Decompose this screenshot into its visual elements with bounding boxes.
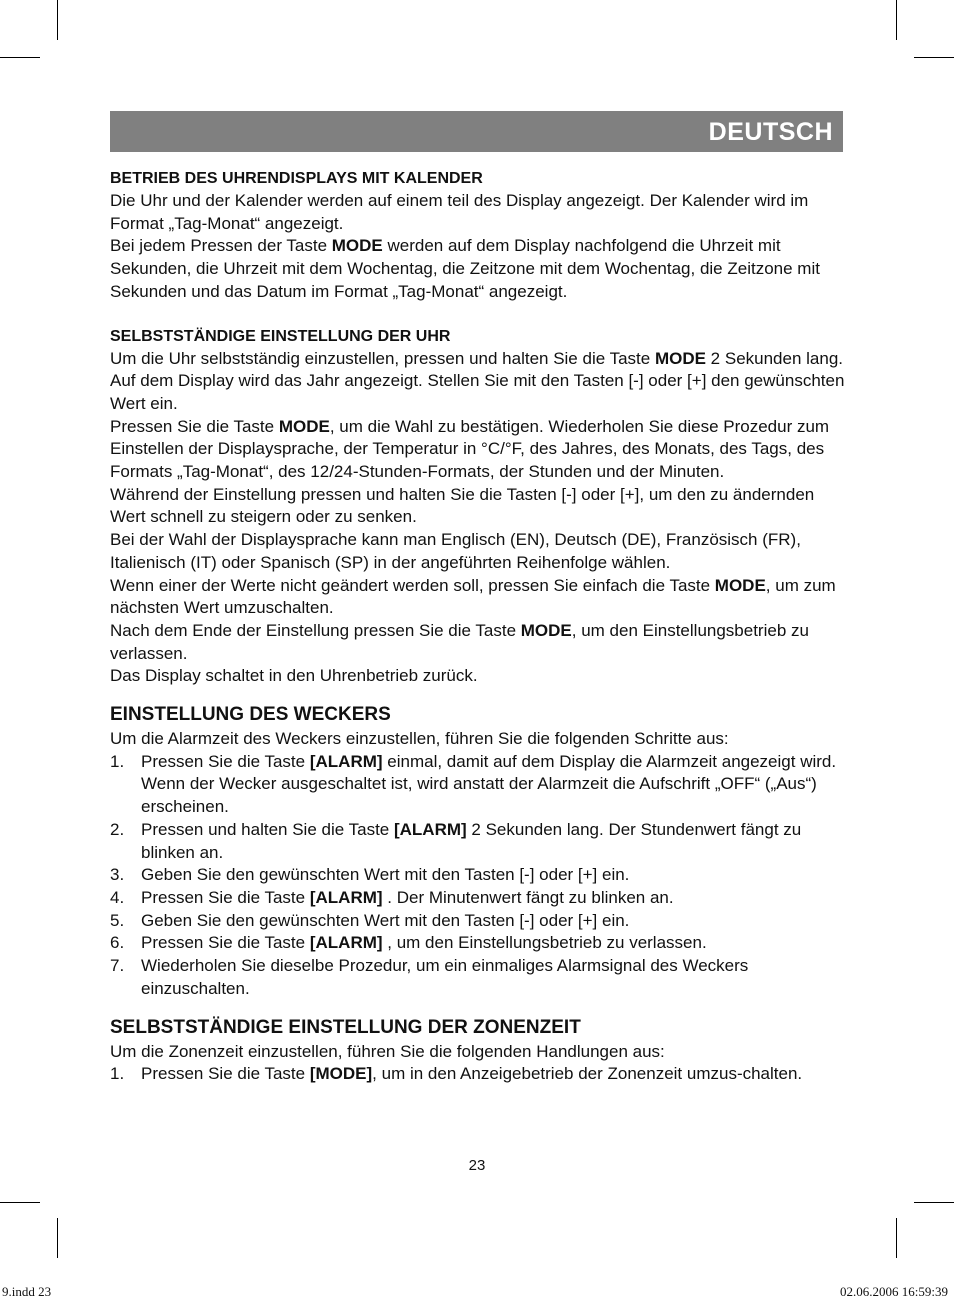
paragraph: Um die Uhr selbstständig einzustellen, pressen und halten Sie die Taste MODE 2 Sekunden lang. Auf dem Display wird das Jahr angezeigt. Stellen Sie mit den Tasten [-] oder [+] den gewünschten Wert ein. bbox=[110, 348, 845, 413]
paragraph: Pressen Sie die Taste MODE, um die Wahl zu bestätigen. Wiederholen Sie diese Prozedur zum Einstellen der Displaysprache, der Temperatur in °C/°F, des Jahres, des Monats, des Tags, des Formats „Tag-Monat“, des 12/24-Stunden-Formats, der Stunden und der Minuten. bbox=[110, 416, 830, 482]
section-heading-calendar: BETRIEB DES UHRENDISPLAYS MIT KALENDER bbox=[110, 170, 483, 187]
section-heading-alarm: EINSTELLUNG DES WECKERS bbox=[110, 704, 391, 726]
zone-time-steps-list bbox=[110, 1063, 845, 1086]
list-item: 7. Wiederholen Sie dieselbe Prozedur, um ein einmaliges Alarmsignal des Weckers einzuschalten. bbox=[110, 956, 749, 998]
list-item: 1. Pressen Sie die Taste [ALARM] einmal, damit auf dem Display die Alarmzeit angezeigt wird. Wenn der Wecker ausgeschaltet ist, wird anstatt der Alarmzeit die Aufschrift „OFF“ („Aus“) erscheinen. bbox=[110, 751, 837, 817]
paragraph: Wenn einer der Werte nicht geändert werden soll, pressen Sie einfach die Taste MODE, um zum nächsten Wert umzuschalten. bbox=[110, 575, 836, 618]
list-item: 4. Pressen Sie die Taste [ALARM] . Der Minutenwert fängt zu blinken an. bbox=[110, 887, 674, 907]
list-item: 6. Pressen Sie die Taste [ALARM] , um den Einstellungsbetrieb zu verlassen. bbox=[110, 933, 707, 953]
paragraph: Die Uhr und der Kalender werden auf einem teil des Display angezeigt. Der Kalender wird im Format „Tag-Monat“ angezeigt. bbox=[110, 191, 809, 233]
section-heading-zone-time: SELBSTSTÄNDIGE EINSTELLUNG DER ZONENZEIT bbox=[110, 1016, 581, 1038]
paragraph: Bei jedem Pressen der Taste MODE werden auf dem Display nachfolgend die Uhrzeit mit Sekunden, die Uhrzeit mit dem Wochentag, die Zeitzone mit dem Wochentag, die Zeitzone mit Sekunden und das Datum im Format „Tag-Monat“ angezeigt. bbox=[110, 236, 820, 301]
paragraph: Das Display schaltet in den Uhrenbetrieb zurück. bbox=[110, 666, 478, 686]
list-item: 2. Pressen und halten Sie die Taste [ALARM] 2 Sekunden lang. Der Stundenwert fängt zu blinken an. bbox=[110, 819, 802, 862]
document-body bbox=[110, 168, 845, 1086]
section-heading-clock-setting: SELBSTSTÄNDIGE EINSTELLUNG DER UHR bbox=[110, 327, 451, 345]
crop-mark bbox=[914, 57, 954, 58]
paragraph: Nach dem Ende der Einstellung pressen Sie die Taste MODE, um den Einstellungsbetrieb zu verlassen. bbox=[110, 620, 809, 663]
crop-mark bbox=[896, 1218, 897, 1258]
paragraph: Während der Einstellung pressen und halten Sie die Tasten [-] oder [+], um den zu ändernden Wert schnell zu steigern oder zu senken. bbox=[110, 484, 815, 527]
language-header-bar bbox=[110, 111, 843, 152]
crop-mark bbox=[0, 1202, 40, 1203]
list-item: 1. Pressen Sie die Taste [MODE], um in den Anzeigebetrieb der Zonenzeit umzus-chalten. bbox=[110, 1064, 803, 1084]
paragraph: Um die Zonenzeit einzustellen, führen Sie die folgenden Handlungen aus: bbox=[110, 1041, 665, 1061]
list-item: 3. Geben Sie den gewünschten Wert mit den Tasten [-] oder [+] ein. bbox=[110, 865, 630, 885]
crop-mark bbox=[896, 0, 897, 40]
list-item: 5. Geben Sie den gewünschten Wert mit den Tasten [-] oder [+] ein. bbox=[110, 910, 630, 930]
footer-file-info: 9.indd 23 bbox=[2, 1284, 52, 1299]
crop-mark bbox=[0, 57, 40, 58]
paragraph: Um die Alarmzeit des Weckers einzustellen, führen Sie die folgenden Schritte aus: bbox=[110, 729, 729, 749]
crop-mark bbox=[57, 1218, 58, 1258]
language-title: DEUTSCH bbox=[708, 118, 833, 146]
footer-timestamp: 02.06.2006 16:59:39 bbox=[840, 1284, 948, 1299]
paragraph: Bei der Wahl der Displaysprache kann man Englisch (EN), Deutsch (DE), Französisch (FR), Italienisch (IT) oder Spanisch (SP) in der angeführten Reihenfolge wählen. bbox=[110, 530, 801, 572]
alarm-steps-list bbox=[110, 751, 845, 1001]
crop-mark bbox=[57, 0, 58, 40]
page-number: 23 bbox=[468, 1157, 486, 1174]
crop-mark bbox=[914, 1202, 954, 1203]
